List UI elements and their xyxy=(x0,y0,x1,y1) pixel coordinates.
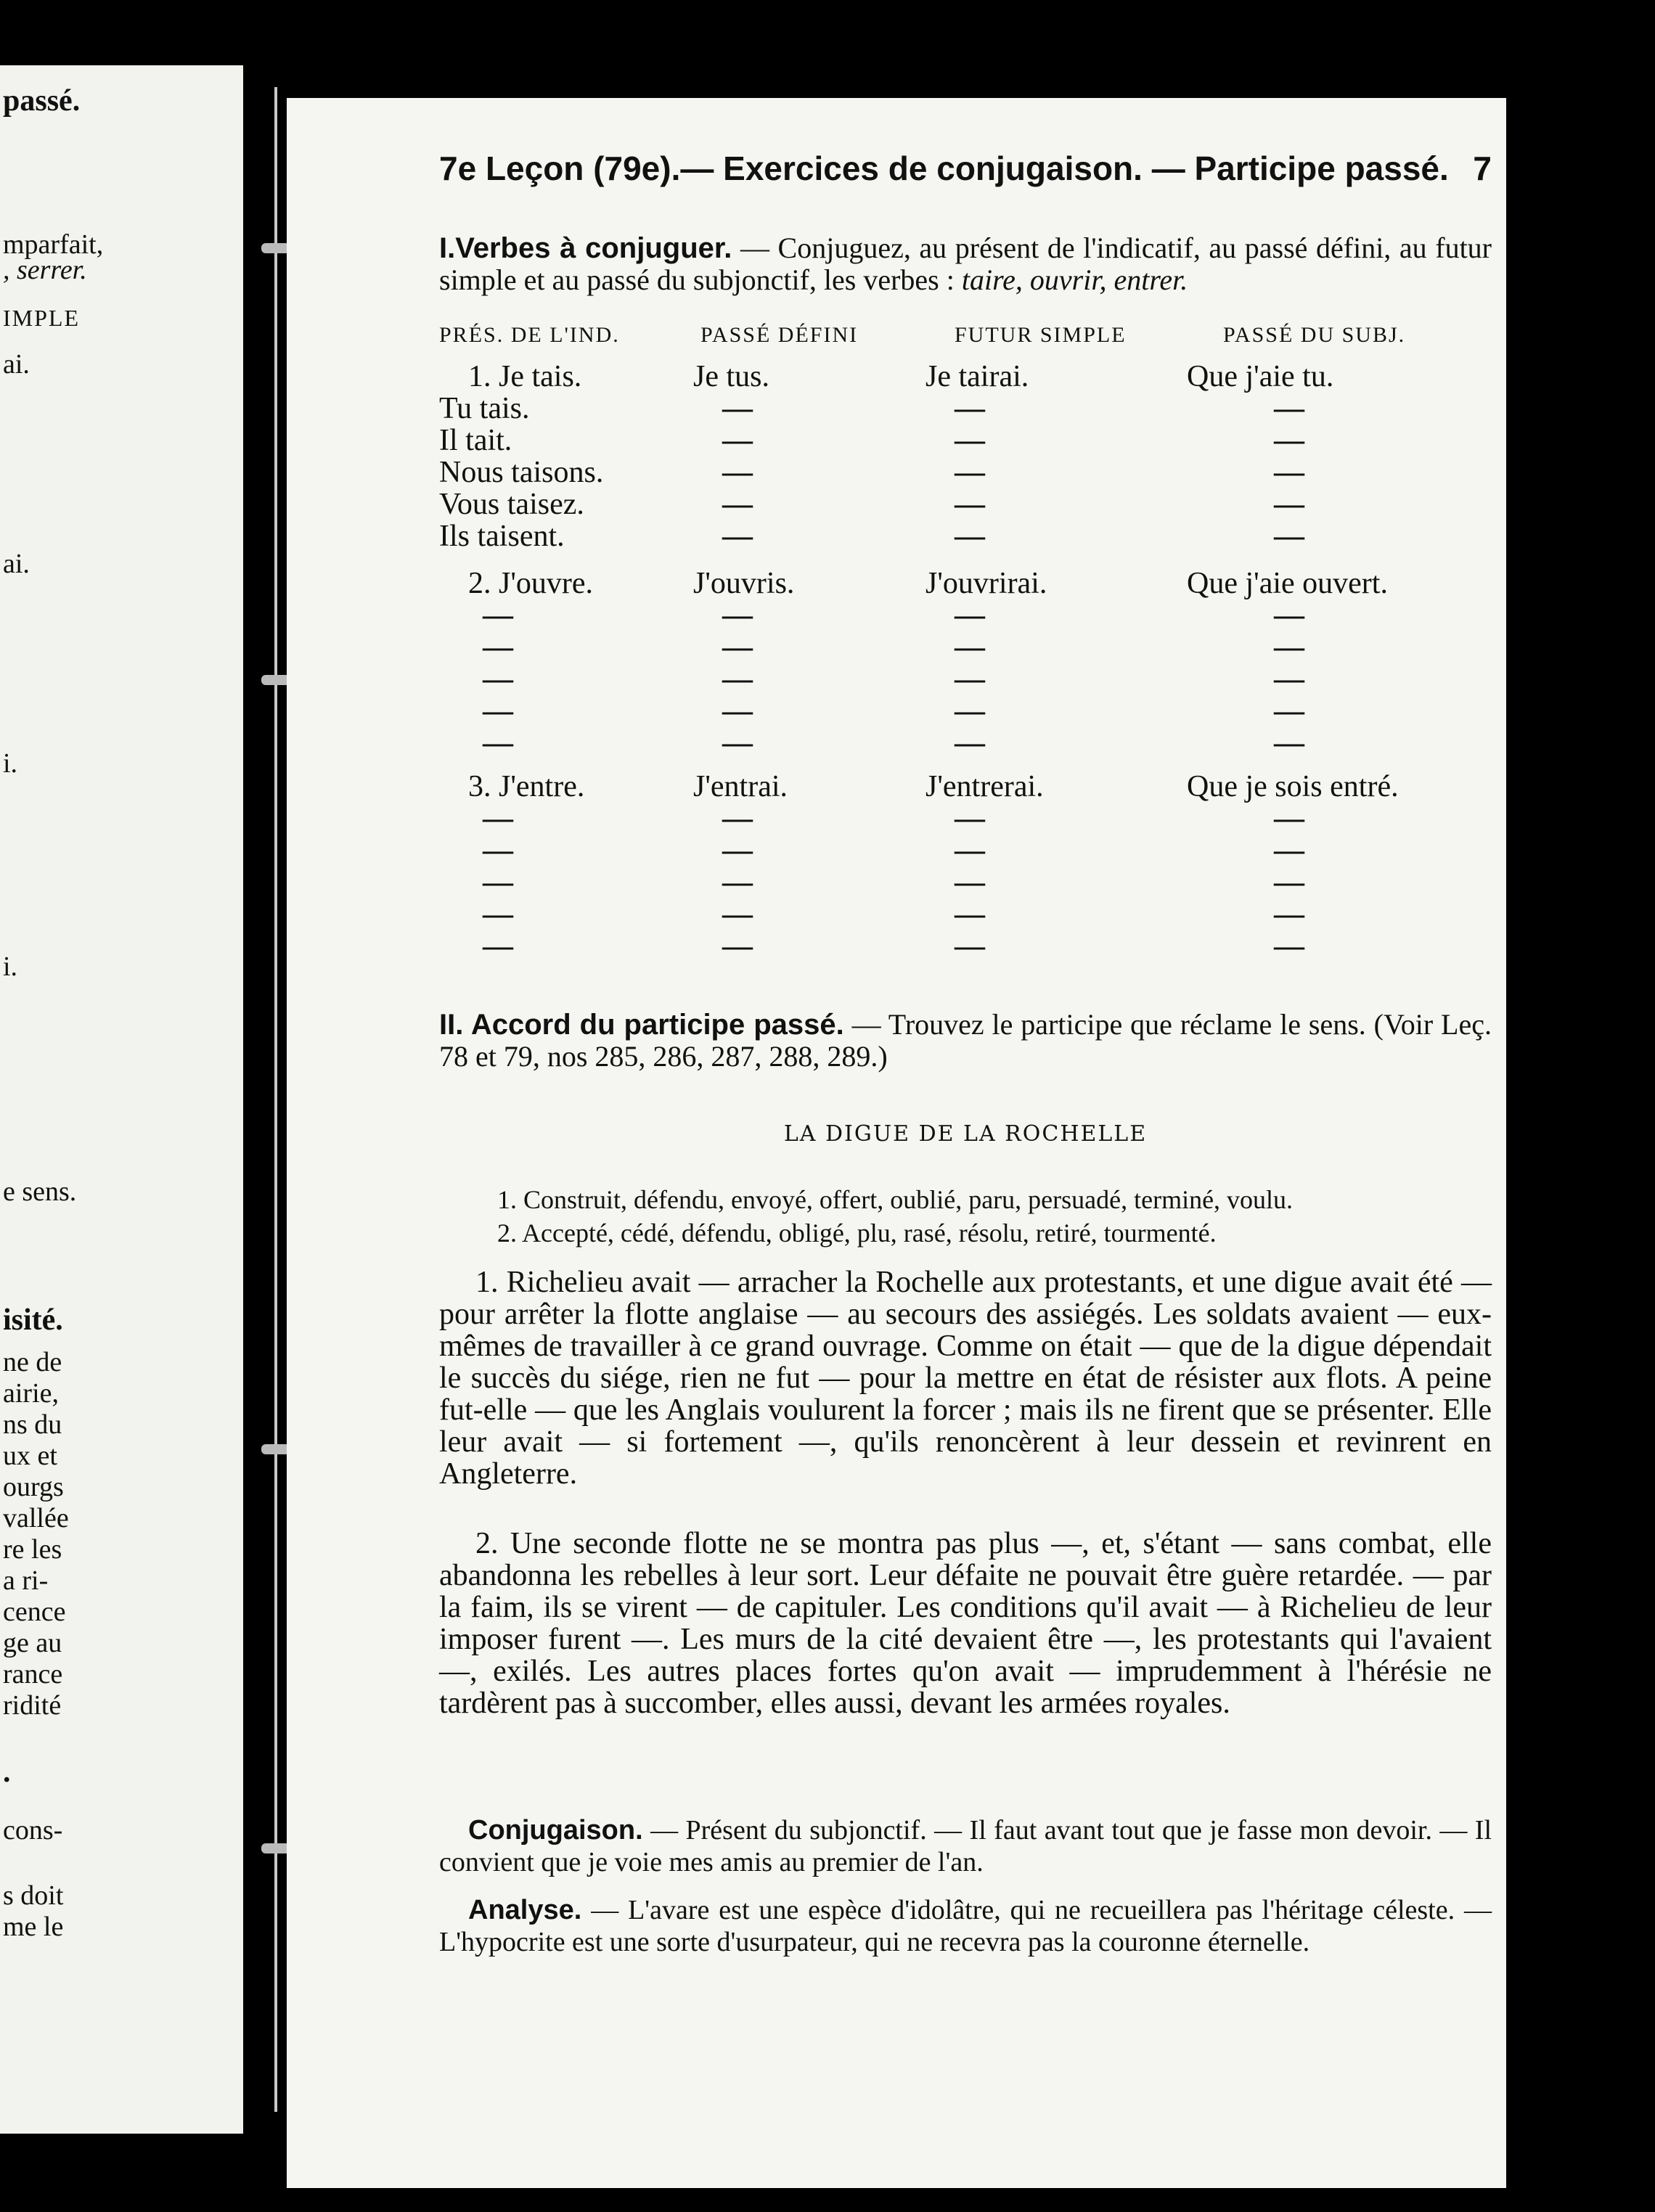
left-page-line: e sens. xyxy=(3,1176,77,1207)
blank-dash: — xyxy=(955,520,985,553)
left-page-line: mparfait, xyxy=(3,229,104,260)
conjugation-cell: J'ouvris. xyxy=(693,567,795,600)
story-title: LA DIGUE DE LA ROCHELLE xyxy=(783,1121,1148,1147)
left-page-line: ai. xyxy=(3,349,30,380)
blank-dash: — xyxy=(1274,520,1304,553)
left-page-line: vallée xyxy=(3,1503,69,1533)
blank-dash: — xyxy=(955,726,985,760)
blank-dash: — xyxy=(722,631,753,664)
blank-dash: — xyxy=(955,488,985,521)
left-page-fragment xyxy=(0,65,243,2134)
binding-stitch xyxy=(261,1444,290,1454)
col-head-passe-subj: PASSÉ DU SUBJ. xyxy=(1223,323,1406,347)
left-page-line: re les xyxy=(3,1534,62,1565)
blank-dash: — xyxy=(722,695,753,728)
conjugation-cell: Vous taisez. xyxy=(439,488,584,521)
blank-dash: — xyxy=(1274,802,1304,835)
left-page-line: me le xyxy=(3,1912,64,1942)
conjugation-cell: 2. J'ouvre. xyxy=(468,567,594,600)
participle-list-1: 1. Construit, défendu, envoyé, offert, oublié, paru, persuadé, terminé, voulu. xyxy=(497,1185,1294,1214)
blank-dash: — xyxy=(955,695,985,728)
blank-dash: — xyxy=(722,456,753,489)
left-page-line: ai. xyxy=(3,549,30,579)
page-number: 7 xyxy=(1473,149,1492,187)
blank-dash: — xyxy=(1274,695,1304,728)
right-page xyxy=(287,98,1506,2188)
binding-stitch xyxy=(261,1843,290,1853)
blank-dash: — xyxy=(483,695,513,728)
conjugaison-text: — Présent du subjonctif. — Il faut avant tout que je fasse mon devoir. — Il convient que je voie mes amis au premier de l'an. xyxy=(439,1815,1492,1877)
section1-title: I.Verbes à conjuguer. xyxy=(439,232,732,264)
blank-dash: — xyxy=(483,802,513,835)
blank-dash: — xyxy=(483,930,513,963)
blank-dash: — xyxy=(955,392,985,425)
blank-dash: — xyxy=(1274,834,1304,867)
col-head-passe-defini: PASSÉ DÉFINI xyxy=(700,323,859,347)
conjugation-cell: Il tait. xyxy=(439,424,512,457)
left-page-line: a ri- xyxy=(3,1565,49,1596)
blank-dash: — xyxy=(483,599,513,632)
left-page-line: ux et xyxy=(3,1441,57,1471)
binding-stitch xyxy=(261,675,290,685)
conjugation-cell: Tu tais. xyxy=(439,392,530,425)
left-page-line: ne de xyxy=(3,1347,62,1377)
section1-instruction xyxy=(439,232,1492,296)
col-head-present: PRÉS. DE L'IND. xyxy=(439,323,620,347)
blank-dash: — xyxy=(483,726,513,760)
conjugaison-label: Conjugaison. xyxy=(468,1815,643,1846)
blank-dash: — xyxy=(1274,599,1304,632)
left-page-line: i. xyxy=(3,951,18,982)
left-page-line: airie, xyxy=(3,1378,60,1409)
left-page-line: ge au xyxy=(3,1628,62,1658)
conjugaison-note xyxy=(439,1814,1492,1878)
conjugation-cell: J'ouvrirai. xyxy=(925,567,1047,600)
blank-dash: — xyxy=(955,802,985,835)
blank-dash: — xyxy=(1274,392,1304,425)
conjugation-cell: Que j'aie ouvert. xyxy=(1187,567,1388,600)
blank-dash: — xyxy=(955,424,985,457)
spine-line xyxy=(274,87,277,2112)
blank-dash: — xyxy=(722,599,753,632)
blank-dash: — xyxy=(1274,663,1304,696)
book-gutter xyxy=(243,65,287,2134)
blank-dash: — xyxy=(722,866,753,899)
left-page-line: ourgs xyxy=(3,1472,64,1502)
section2-instruction xyxy=(439,1009,1492,1073)
blank-dash: — xyxy=(722,834,753,867)
left-page-line: s doit xyxy=(3,1880,64,1911)
blank-dash: — xyxy=(483,663,513,696)
conjugation-cell: Je tus. xyxy=(693,360,769,393)
blank-dash: — xyxy=(722,488,753,521)
section2-title: II. Accord du participe passé. xyxy=(439,1009,844,1041)
left-page-line: i. xyxy=(3,748,18,779)
analyse-note xyxy=(439,1894,1492,1958)
blank-dash: — xyxy=(1274,898,1304,931)
conjugation-cell: Ils taisent. xyxy=(439,520,565,553)
blank-dash: — xyxy=(722,520,753,553)
participle-list-2: 2. Accepté, cédé, défendu, obligé, plu, rasé, résolu, retiré, tourmenté. xyxy=(497,1218,1217,1248)
analyse-text: — L'avare est une espèce d'idolâtre, qui ne recueillera pas l'héritage céleste. — L'hypocrite est une sorte d'usurpateur, qui ne recevra pas la couronne éternelle. xyxy=(439,1895,1492,1957)
page-header xyxy=(439,149,1492,188)
blank-dash: — xyxy=(955,930,985,963)
blank-dash: — xyxy=(955,866,985,899)
conjugation-cell: Que j'aie tu. xyxy=(1187,360,1334,393)
blank-dash: — xyxy=(1274,456,1304,489)
left-page-line: cence xyxy=(3,1597,66,1627)
blank-dash: — xyxy=(483,898,513,931)
left-page-line: passé. xyxy=(3,84,81,118)
blank-dash: — xyxy=(955,456,985,489)
blank-dash: — xyxy=(955,834,985,867)
blank-dash: — xyxy=(722,930,753,963)
col-head-futur: FUTUR SIMPLE xyxy=(955,323,1127,347)
blank-dash: — xyxy=(1274,930,1304,963)
verbs-list: taire, ouvrir, entrer. xyxy=(961,263,1188,296)
exercise-paragraph-2: 2. Une seconde flotte ne se montra pas plus —, et, s'étant — sans combat, elle abandonna les rebelles à leur sort. Leur défaite ne pouvait être guère retardée. — par la faim, ils se virent — de capituler. Les conditions qu'il avait — à Richelieu de leur imposer furent —. Les murs de la cité devaient être —, les protestants qui l'avaient —, exilés. Les autres places fortes qu'on avait — imprudemment à l'hérésie ne tardèrent pas à succomber, elles aussi, devant les armées royales. xyxy=(439,1527,1492,1720)
conjugation-cell: 3. J'entre. xyxy=(468,770,585,803)
conjugation-cell: Je tairai. xyxy=(925,360,1029,393)
header-title: 7e Leçon (79e).— Exercices de conjugaison. — Participe passé. xyxy=(439,149,1449,187)
left-page-line: IMPLE xyxy=(3,305,80,331)
blank-dash: — xyxy=(722,802,753,835)
left-page-line: ridité xyxy=(3,1690,62,1721)
blank-dash: — xyxy=(1274,726,1304,760)
conjugation-cell: Nous taisons. xyxy=(439,456,604,489)
analyse-label: Analyse. xyxy=(468,1895,582,1925)
exercise-paragraph-1: 1. Richelieu avait — arracher la Rochelle aux protestants, et une digue avait été — pour arrêter la flotte anglaise — au secours des assiégés. Les soldats avaient — eux-mêmes de travailler à ce grand ouvrage. Comme on était — que de la digue dépendait le succès du siége, rien ne fut — pour la mettre en état de résister aux flots. A peine fut-elle — que les Anglais voulurent la forcer ; mais ils ne firent que se présenter. Elle leur avait — si fortement —, qu'ils renoncèrent à leur dessein et revinrent en Angleterre. xyxy=(439,1266,1492,1491)
blank-dash: — xyxy=(483,834,513,867)
blank-dash: — xyxy=(483,866,513,899)
blank-dash: — xyxy=(722,726,753,760)
blank-dash: — xyxy=(955,599,985,632)
blank-dash: — xyxy=(955,663,985,696)
blank-dash: — xyxy=(722,392,753,425)
left-page-line: isité. xyxy=(3,1303,63,1337)
blank-dash: — xyxy=(955,898,985,931)
left-page-line: cons- xyxy=(3,1815,63,1846)
blank-dash: — xyxy=(1274,631,1304,664)
left-page-line: , serrer. xyxy=(3,255,87,285)
blank-dash: — xyxy=(1274,488,1304,521)
left-page-line: . xyxy=(3,1756,11,1789)
blank-dash: — xyxy=(722,663,753,696)
section1-instruction-text: — Conjuguez, au présent de l'indicatif, au passé défini, au futur simple et au passé du subjonctif, les verbes : xyxy=(439,232,1492,296)
blank-dash: — xyxy=(483,631,513,664)
left-page-line: rance xyxy=(3,1659,63,1689)
section2-instruction-text: — Trouvez le participe que réclame le sens. (Voir Leç. 78 et 79, nos 285, 286, 287, 288, 289.) xyxy=(439,1008,1492,1073)
binding-stitch xyxy=(261,243,290,253)
conjugation-cell: J'entrerai. xyxy=(925,770,1044,803)
left-page-line: ns du xyxy=(3,1409,62,1440)
conjugation-cell: Que je sois entré. xyxy=(1187,770,1399,803)
blank-dash: — xyxy=(722,898,753,931)
conjugation-cell: J'entrai. xyxy=(693,770,788,803)
blank-dash: — xyxy=(1274,424,1304,457)
blank-dash: — xyxy=(1274,866,1304,899)
blank-dash: — xyxy=(955,631,985,664)
blank-dash: — xyxy=(722,424,753,457)
conjugation-cell: 1. Je tais. xyxy=(468,360,582,393)
